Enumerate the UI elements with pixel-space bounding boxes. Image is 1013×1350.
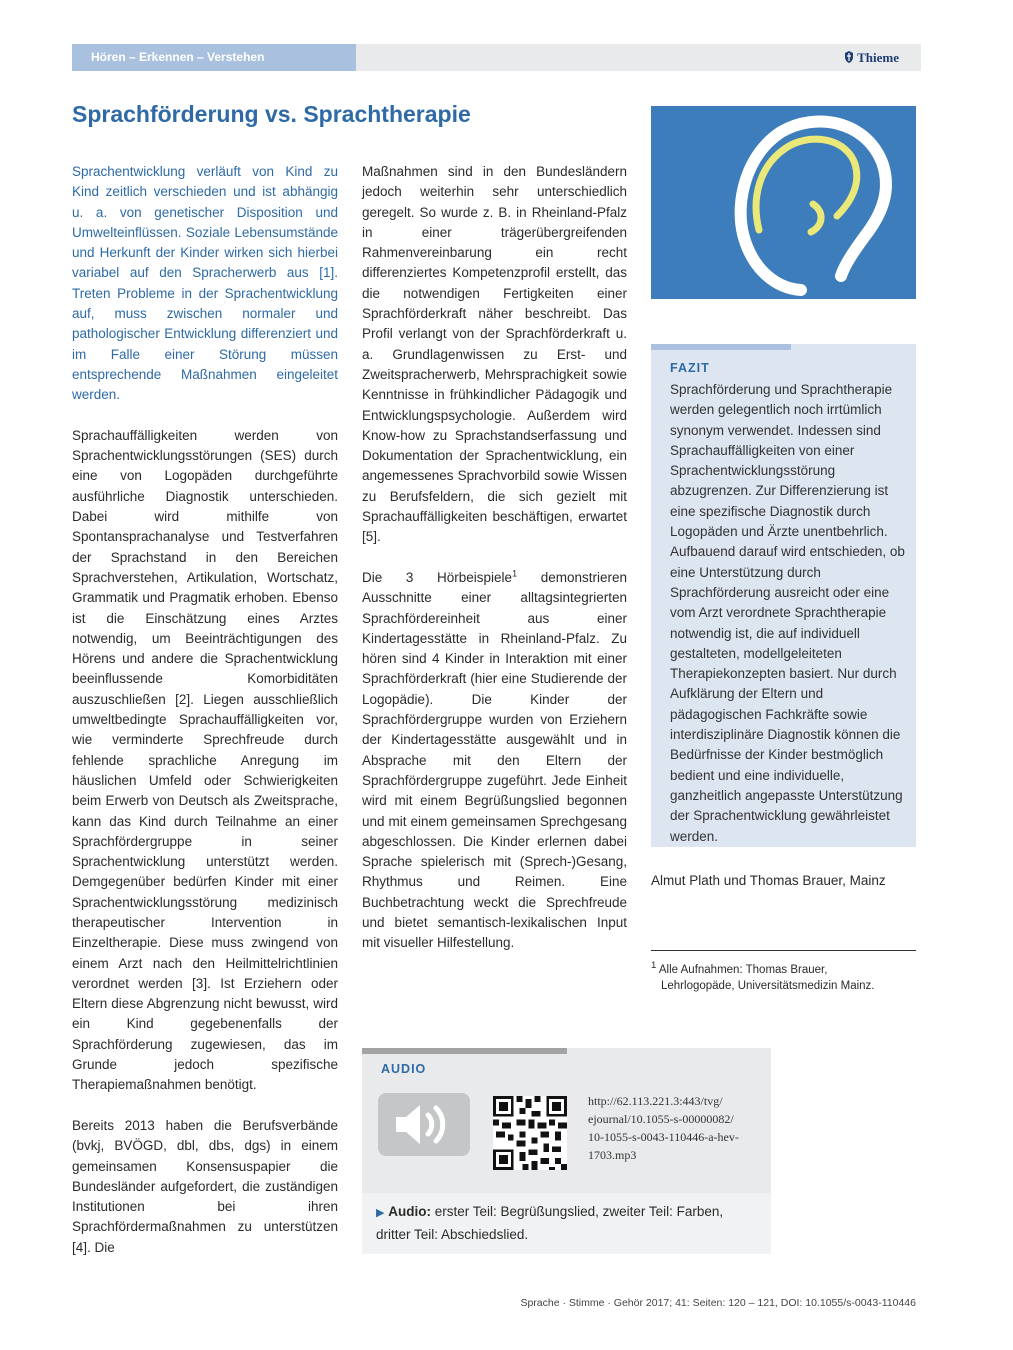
authors: Almut Plath und Thomas Brauer, Mainz xyxy=(651,873,886,888)
footnote-line-2: Lehrlogopäde, Universitätsmedizin Mainz. xyxy=(661,979,875,992)
audio-accent-bar xyxy=(362,1048,567,1054)
audio-url[interactable] xyxy=(588,1092,768,1164)
audio-url-line: 1703.mp3 xyxy=(588,1148,637,1162)
paragraph-start: Die 3 Hörbeispiele xyxy=(362,569,513,585)
body-paragraph: Sprachauffälligkeiten werden von Sprachentwicklungsstörungen (SES) durch eine von Logopäden durchgeführte ausführliche Diagnostik unterschieden. Dabei wird mithilfe von Spontansprachanalyse und Testverfahren der Sprachstand in den Bereichen Sprachverstehen, Artikulation, Wortschatz, Grammatik und Pragmatik erhoben. Ebenso ist die Einschätzung eines Arztes notwendig, um Beeinträchtigungen des Hörens und andere die Sprachentwicklung beeinflussende Komorbiditäten auszuschließen [2]. Liegen ausschließlich umweltbedingte Sprachauffälligkeiten vor, wie verminderte Sprechfreude durch fehlende sprachliche Anregung im häuslichen Umfeld oder Schwierigkeiten beim Erwerb von Deutsch als Zweitsprache, kann das Kind durch Teilnahme an einer Sprachfördergruppe in seiner Sprachentwicklung unterstützt werden. Demgegenüber bedürfen Kinder mit einer Sprachentwicklungsstörung medizinisch therapeutischer Intervention in Einzeltherapie. Diese muss zwingend von einem Arzt nach den Heilmittelrichtlinien verordnet werden [3]. Ist Erziehern oder Eltern diese Abgrenzung nicht bewusst, wird ein Kind gegebenenfalls der Sprachförderung zugewiesen, das im Grunde jedoch spezifische Therapiemaßnahmen benötigt. xyxy=(72,427,338,1093)
triangle-right-icon: ▶ xyxy=(376,1207,385,1219)
audio-caption-text: erster Teil: Begrüßungslied, zweiter Teil: Farben, dritter Teil: Abschiedslied. xyxy=(376,1204,724,1242)
column-left xyxy=(72,162,338,1278)
fazit-text: Sprachförderung und Sprachtherapie werden gelegentlich noch irrtümlich synonym verwendet. Indessen sind Sprachauffälligkeiten von einer Sprachentwicklungsstörung abzugrenzen. Zur Differenzierung ist eine spezifische Diagnostik durch Logopäden und Ärzte unentbehrlich. Aufbauend darauf wird entschieden, ob eine Unterstützung durch Sprachförderung ausreicht oder eine vom Arzt verordnete Sprachtherapie notwendig ist, die auf individuell gestalteten, modellgeleiteten Therapiekonzepten basiert. Nur durch Aufklärung der Eltern und pädagogischen Fachkräfte sowie interdisziplinäre Diagnostik können die Bedürfnisse der Kinder bestmöglich bedient und eine individuelle, ganzheitlich angepasste Unterstützung der Sprachentwicklung gewährleistet werden. xyxy=(670,382,905,844)
audio-url-line: http://62.113.221.3:443/tvg/ xyxy=(588,1094,723,1108)
footnote-mark: 1 xyxy=(651,960,657,971)
footnote xyxy=(651,958,916,994)
audio-caption-label: Audio: xyxy=(388,1204,431,1219)
audio-box xyxy=(362,1048,771,1254)
audio-play-button[interactable] xyxy=(378,1093,470,1156)
footnote-reference[interactable]: 1 xyxy=(512,568,518,579)
running-header xyxy=(72,44,921,71)
fazit-heading: FAZIT xyxy=(670,361,710,375)
thieme-logo-icon xyxy=(843,50,855,64)
audio-heading: AUDIO xyxy=(381,1062,427,1076)
ear-icon xyxy=(651,106,916,299)
fazit-accent-bar xyxy=(651,344,791,350)
audio-caption xyxy=(362,1193,771,1254)
body-paragraph xyxy=(362,568,627,954)
citation-footer: Sprache · Stimme · Gehör 2017; 41: Seiten: 120 – 121, DOI: 10.1055/s-0043-110446 xyxy=(520,1297,916,1309)
body-paragraph: Bereits 2013 haben die Berufsverbände (bvkj, BVÖGD, dbl, dbs, dgs) in einem gemeinsamen Konsensuspapier die Bundesländer aufgefordert, die zuständigen Institutionen bei ihren Sprachfördermaßnahmen zu unterstützen [4]. Die xyxy=(72,1117,338,1255)
speaker-icon xyxy=(378,1093,470,1156)
footnote-line-1: Alle Aufnahmen: Thomas Brauer, xyxy=(658,963,828,976)
ear-figure xyxy=(651,106,916,299)
column-middle xyxy=(362,162,627,974)
section-tag: Hören – Erkennen – Verstehen xyxy=(72,44,356,71)
body-paragraph: Maßnahmen sind in den Bundesländern jedoch weiterhin sehr unterschiedlich geregelt. So wurde z. B. in Rheinland-Pfalz in einer trägerübergreifenden Rahmenvereinbarung ein recht differenziertes Kompetenzprofil erstellt, das die notwendigen Fertigkeiten einer Sprachförderkraft näher beschreibt. Das Profil verlangt von der Sprachförderkraft u. a. Grundlagenwissen zu Erst- und Zweitspracherwerb, Mehrsprachigkeit sowie Kenntnisse in frühkindlicher Pädagogik und Entwicklungspsychologie. Außerdem wird Know-how zu Sprachstandserfassung und Dokumentation der Sprachentwicklung, ein angemessenes Sprachvorbild sowie Wissen zu Berufsfeldern, die sich gezielt mit Sprachauffälligkeiten beschäftigen, erwartet [5]. xyxy=(362,164,627,545)
audio-url-line: 10-1055-s-0043-110446-a-hev- xyxy=(588,1130,739,1144)
brand-name: Thieme xyxy=(857,50,899,65)
qr-code-icon[interactable] xyxy=(493,1096,567,1170)
lead-paragraph: Sprachentwicklung verläuft von Kind zu Kind zeitlich verschieden und ist abhängig u. a. von genetischer Disposition und Umwelteinflüssen. Soziale Lebensumstände und Herkunft der Kinder wirken sich hierbei variabel auf den Spracherwerb aus [1]. Treten Probleme in der Sprachentwicklung auf, muss zwischen normaler und pathologischer Entwicklung differenziert und im Falle einer Störung müssen entsprechende Maßnahmen eingeleitet werden. xyxy=(72,164,338,403)
publisher-brand[interactable] xyxy=(843,44,899,71)
fazit-box xyxy=(651,344,916,847)
article-title: Sprachförderung vs. Sprachtherapie xyxy=(72,101,471,127)
paragraph-rest: demonstrieren Ausschnitte einer alltagsintegrierten Sprachfördereinheit aus einer Kindertagesstätte in Rheinland-Pfalz. Zu hören sind 4 Kinder in Interaktion mit einer Sprachförderkraft (hier eine Studierende der Logopädie). Die Kinder der Sprachfördergruppe wurden von Erziehern der Kindertagesstätte ausgewählt und in Absprache mit den Eltern der Sprachfördergruppe zugeführt. Jede Einheit wird mit einem Begrüßungslied begonnen und mit einem gemeinsamen Sprechgesang abgeschlossen. Die Kinder erlernen dabei Sprache spielerisch mit (Sprech-)Gesang, Rhythmus und Reimen. Eine Buchbetrachtung weckt die Sprechfreude und bietet semantisch-lexikalischen Input mit visueller Hilfestellung. xyxy=(362,569,627,951)
footnote-divider xyxy=(651,950,916,951)
audio-url-line: ejournal/10.1055-s-00000082/ xyxy=(588,1112,734,1126)
